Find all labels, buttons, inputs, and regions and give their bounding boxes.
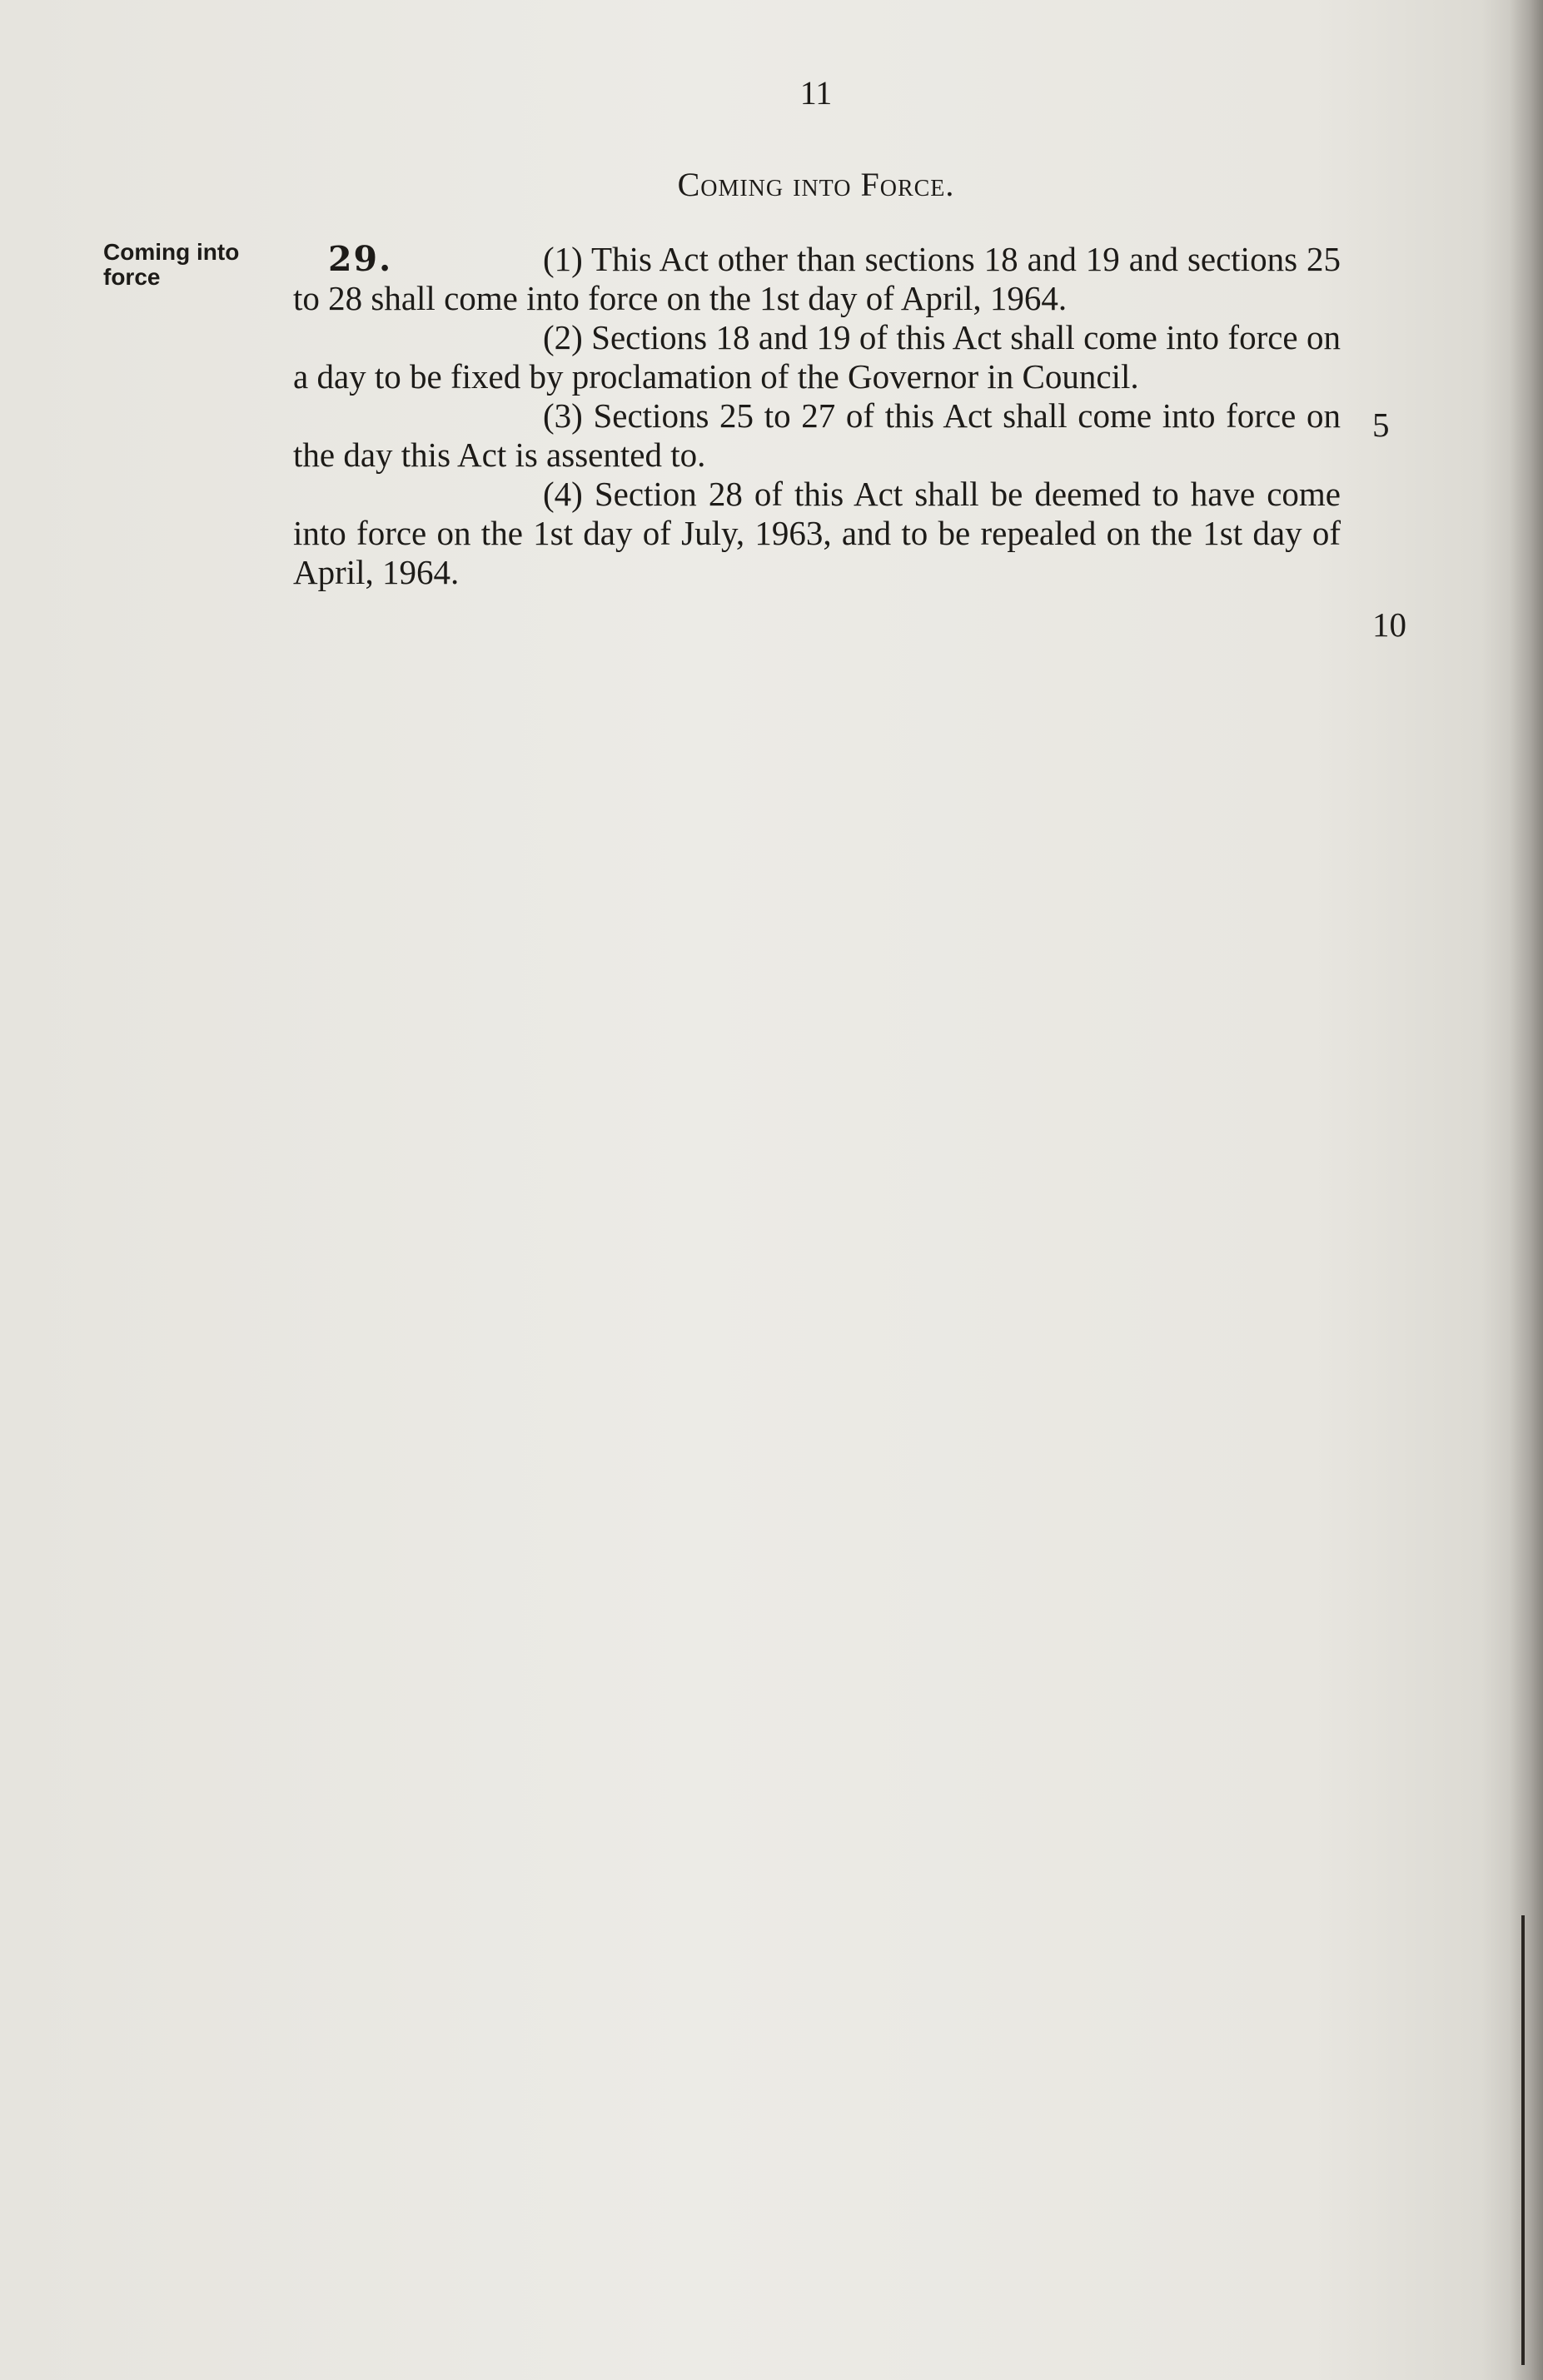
section-heading: Coming into Force.	[677, 166, 955, 203]
binding-edge	[1521, 1915, 1525, 2365]
page-number: 11	[799, 74, 833, 112]
paragraph-4: (4) Section 28 of this Act shall be deemed to have come into force on the 1st day of July, 1963, and to be repealed on the 1st day of April, 1964.	[293, 475, 1341, 591]
section-body	[293, 240, 1341, 592]
line-number-5: 5	[1372, 406, 1390, 444]
paragraph-2: (2) Sections 18 and 19 of this Act shall come into force on a day to be fixed by proclamation of the Governor in Council.	[293, 318, 1341, 396]
section-number: 29.	[328, 239, 393, 279]
line-number-10: 10	[1372, 605, 1406, 644]
paragraph-3: (3) Sections 25 to 27 of this Act shall come into force on the day this Act is assented to.	[293, 396, 1341, 474]
page-edge-shadow	[1510, 0, 1543, 2380]
paragraph-1	[293, 240, 1341, 318]
margin-note: Coming into force	[103, 239, 240, 290]
paragraph-1-text: (1) This Act other than sections 18 and 19 and sections 25 to 28 shall come into force on the 1st day of April, 1964.	[293, 240, 1341, 317]
